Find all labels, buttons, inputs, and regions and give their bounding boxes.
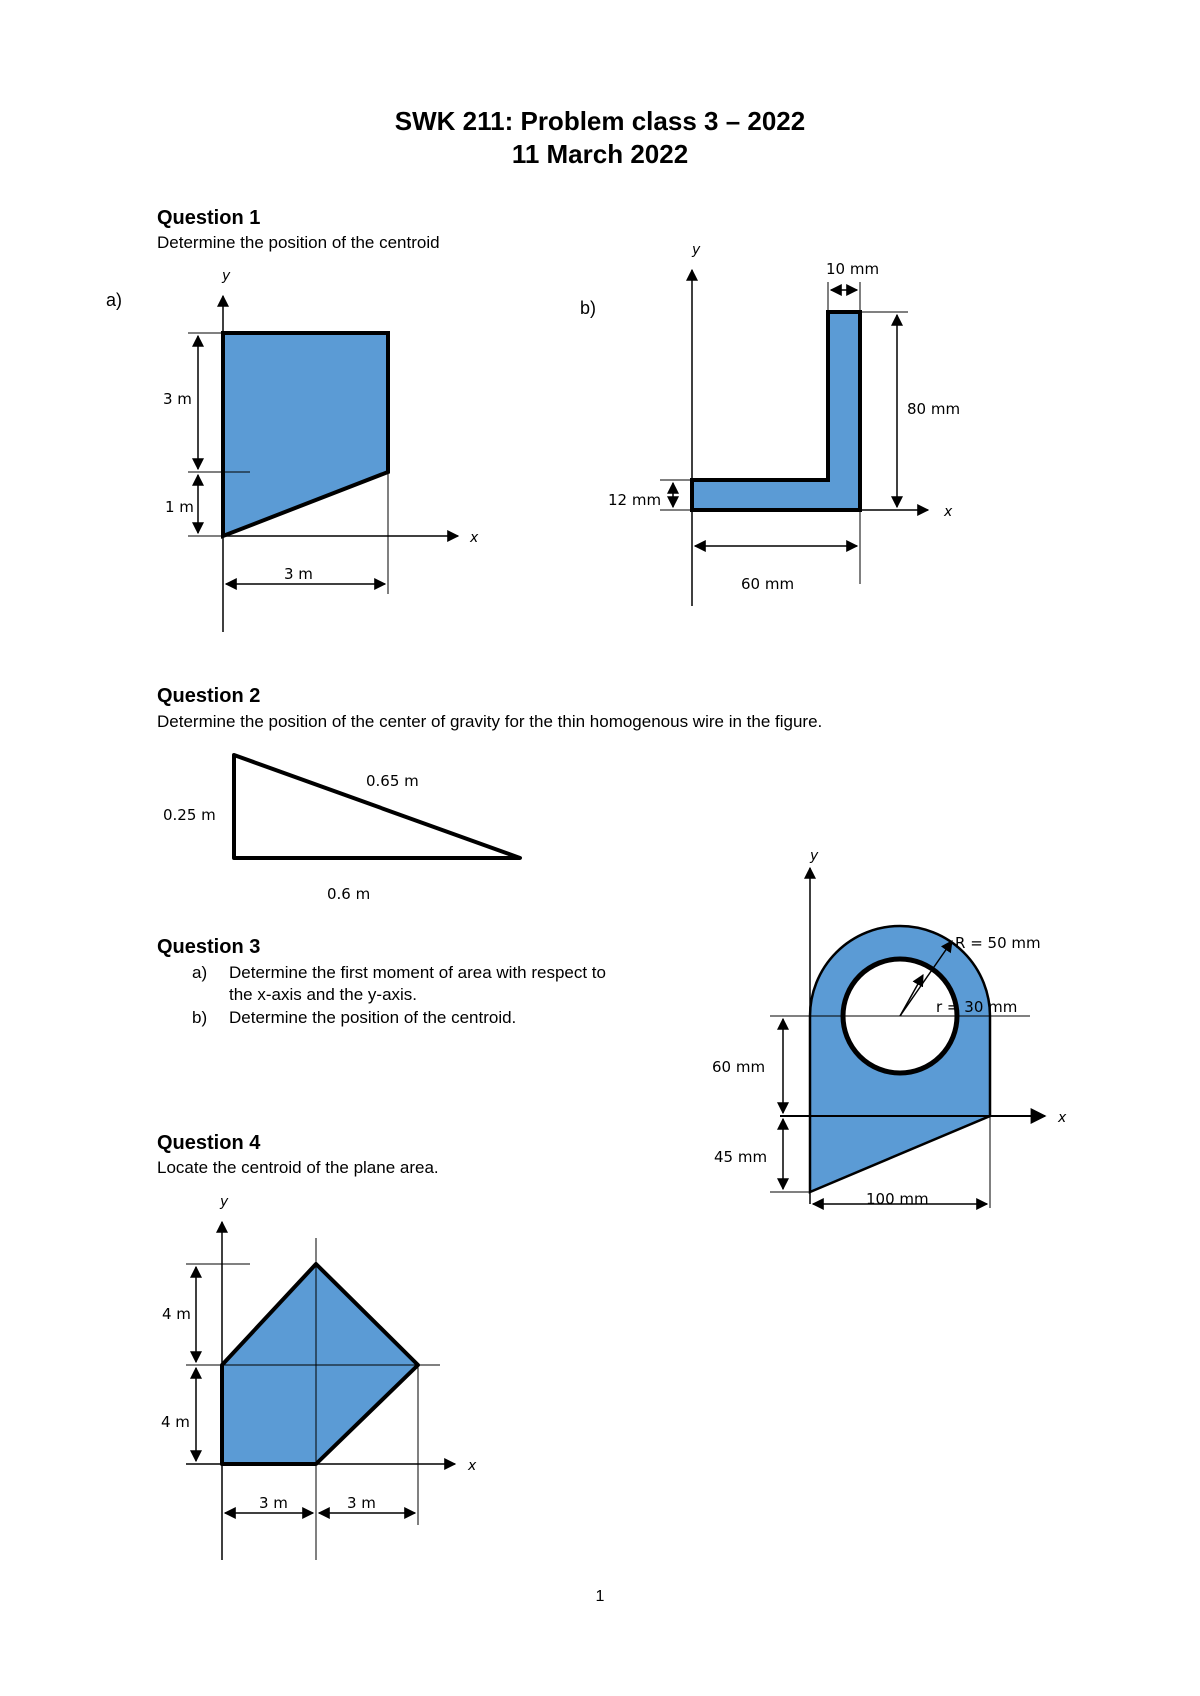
figure-q2 xyxy=(234,755,520,858)
fig4-4m-top-label: 4 m xyxy=(162,1305,191,1323)
fig4-y-label: y xyxy=(220,1194,229,1210)
fig2-hyp-label: 0.65 m xyxy=(366,772,419,790)
question-3-item-a-line1: Determine the first moment of area with respect to xyxy=(229,963,606,982)
question-2-text: Determine the position of the center of gravity for the thin homogenous wire in the figure. xyxy=(157,712,823,731)
fig1b-10mm-label: 10 mm xyxy=(826,260,880,278)
fig4-x-label: x xyxy=(468,1458,477,1474)
fig2-base-label: 0.6 m xyxy=(327,885,371,903)
fig1a-shape xyxy=(223,333,388,536)
question-4-heading: Question 4 xyxy=(157,1132,261,1154)
question-3-heading: Question 3 xyxy=(157,936,261,958)
fig3-45mm-label: 45 mm xyxy=(714,1148,768,1166)
question-3-item-a-line2: the x-axis and the y-axis. xyxy=(229,985,418,1004)
fig1b-x-label: x xyxy=(944,504,953,520)
fig3-100mm-label: 100 mm xyxy=(866,1190,929,1208)
fig1b-y-label: y xyxy=(692,242,701,258)
fig3-R-label: R = 50 mm xyxy=(955,934,1041,952)
fig1a-x-label: x xyxy=(470,530,479,546)
fig3-r-label: r = 30 mm xyxy=(936,998,1018,1016)
figure-1a xyxy=(188,296,458,632)
question-1-heading: Question 1 xyxy=(157,207,261,229)
question-3-item-b-marker: b) xyxy=(192,1008,208,1027)
page-number: 1 xyxy=(595,1588,605,1605)
fig2-side-label: 0.25 m xyxy=(163,806,216,824)
figure-1b xyxy=(660,270,928,606)
fig1b-12mm-label: 12 mm xyxy=(608,491,662,509)
fig1a-3m-horizontal-label: 3 m xyxy=(284,565,313,583)
fig1b-80mm-label: 80 mm xyxy=(907,400,961,418)
fig1b-60mm-label: 60 mm xyxy=(741,575,795,593)
fig1a-3m-vertical-label: 3 m xyxy=(163,390,192,408)
question-2-heading: Question 2 xyxy=(157,685,261,707)
fig3-y-label: y xyxy=(810,848,819,864)
fig3-60mm-label: 60 mm xyxy=(712,1058,766,1076)
question-4-text: Locate the centroid of the plane area. xyxy=(157,1158,439,1177)
fig1a-y-label: y xyxy=(222,268,231,284)
question-3-item-a-marker: a) xyxy=(192,963,208,982)
fig3-x-label: x xyxy=(1058,1110,1067,1126)
fig1b-shape xyxy=(692,312,860,510)
fig4-4m-bottom-label: 4 m xyxy=(161,1413,190,1431)
question-1-part-b-label: b) xyxy=(580,298,597,318)
question-1-text: Determine the position of the centroid xyxy=(157,233,440,252)
page-date: 11 March 2022 xyxy=(511,139,689,169)
figure-q4 xyxy=(186,1222,455,1560)
fig4-3m-left-label: 3 m xyxy=(259,1494,288,1512)
question-1-part-a-label: a) xyxy=(106,290,123,310)
fig1a-1m-label: 1 m xyxy=(165,498,194,516)
fig2-wire-triangle xyxy=(234,755,520,858)
fig4-shape xyxy=(222,1264,418,1464)
page-title: SWK 211: Problem class 3 – 2022 xyxy=(394,106,806,136)
question-3-item-b-line1: Determine the position of the centroid. xyxy=(229,1008,517,1027)
figure-q3 xyxy=(770,868,1045,1208)
fig4-3m-right-label: 3 m xyxy=(347,1494,376,1512)
